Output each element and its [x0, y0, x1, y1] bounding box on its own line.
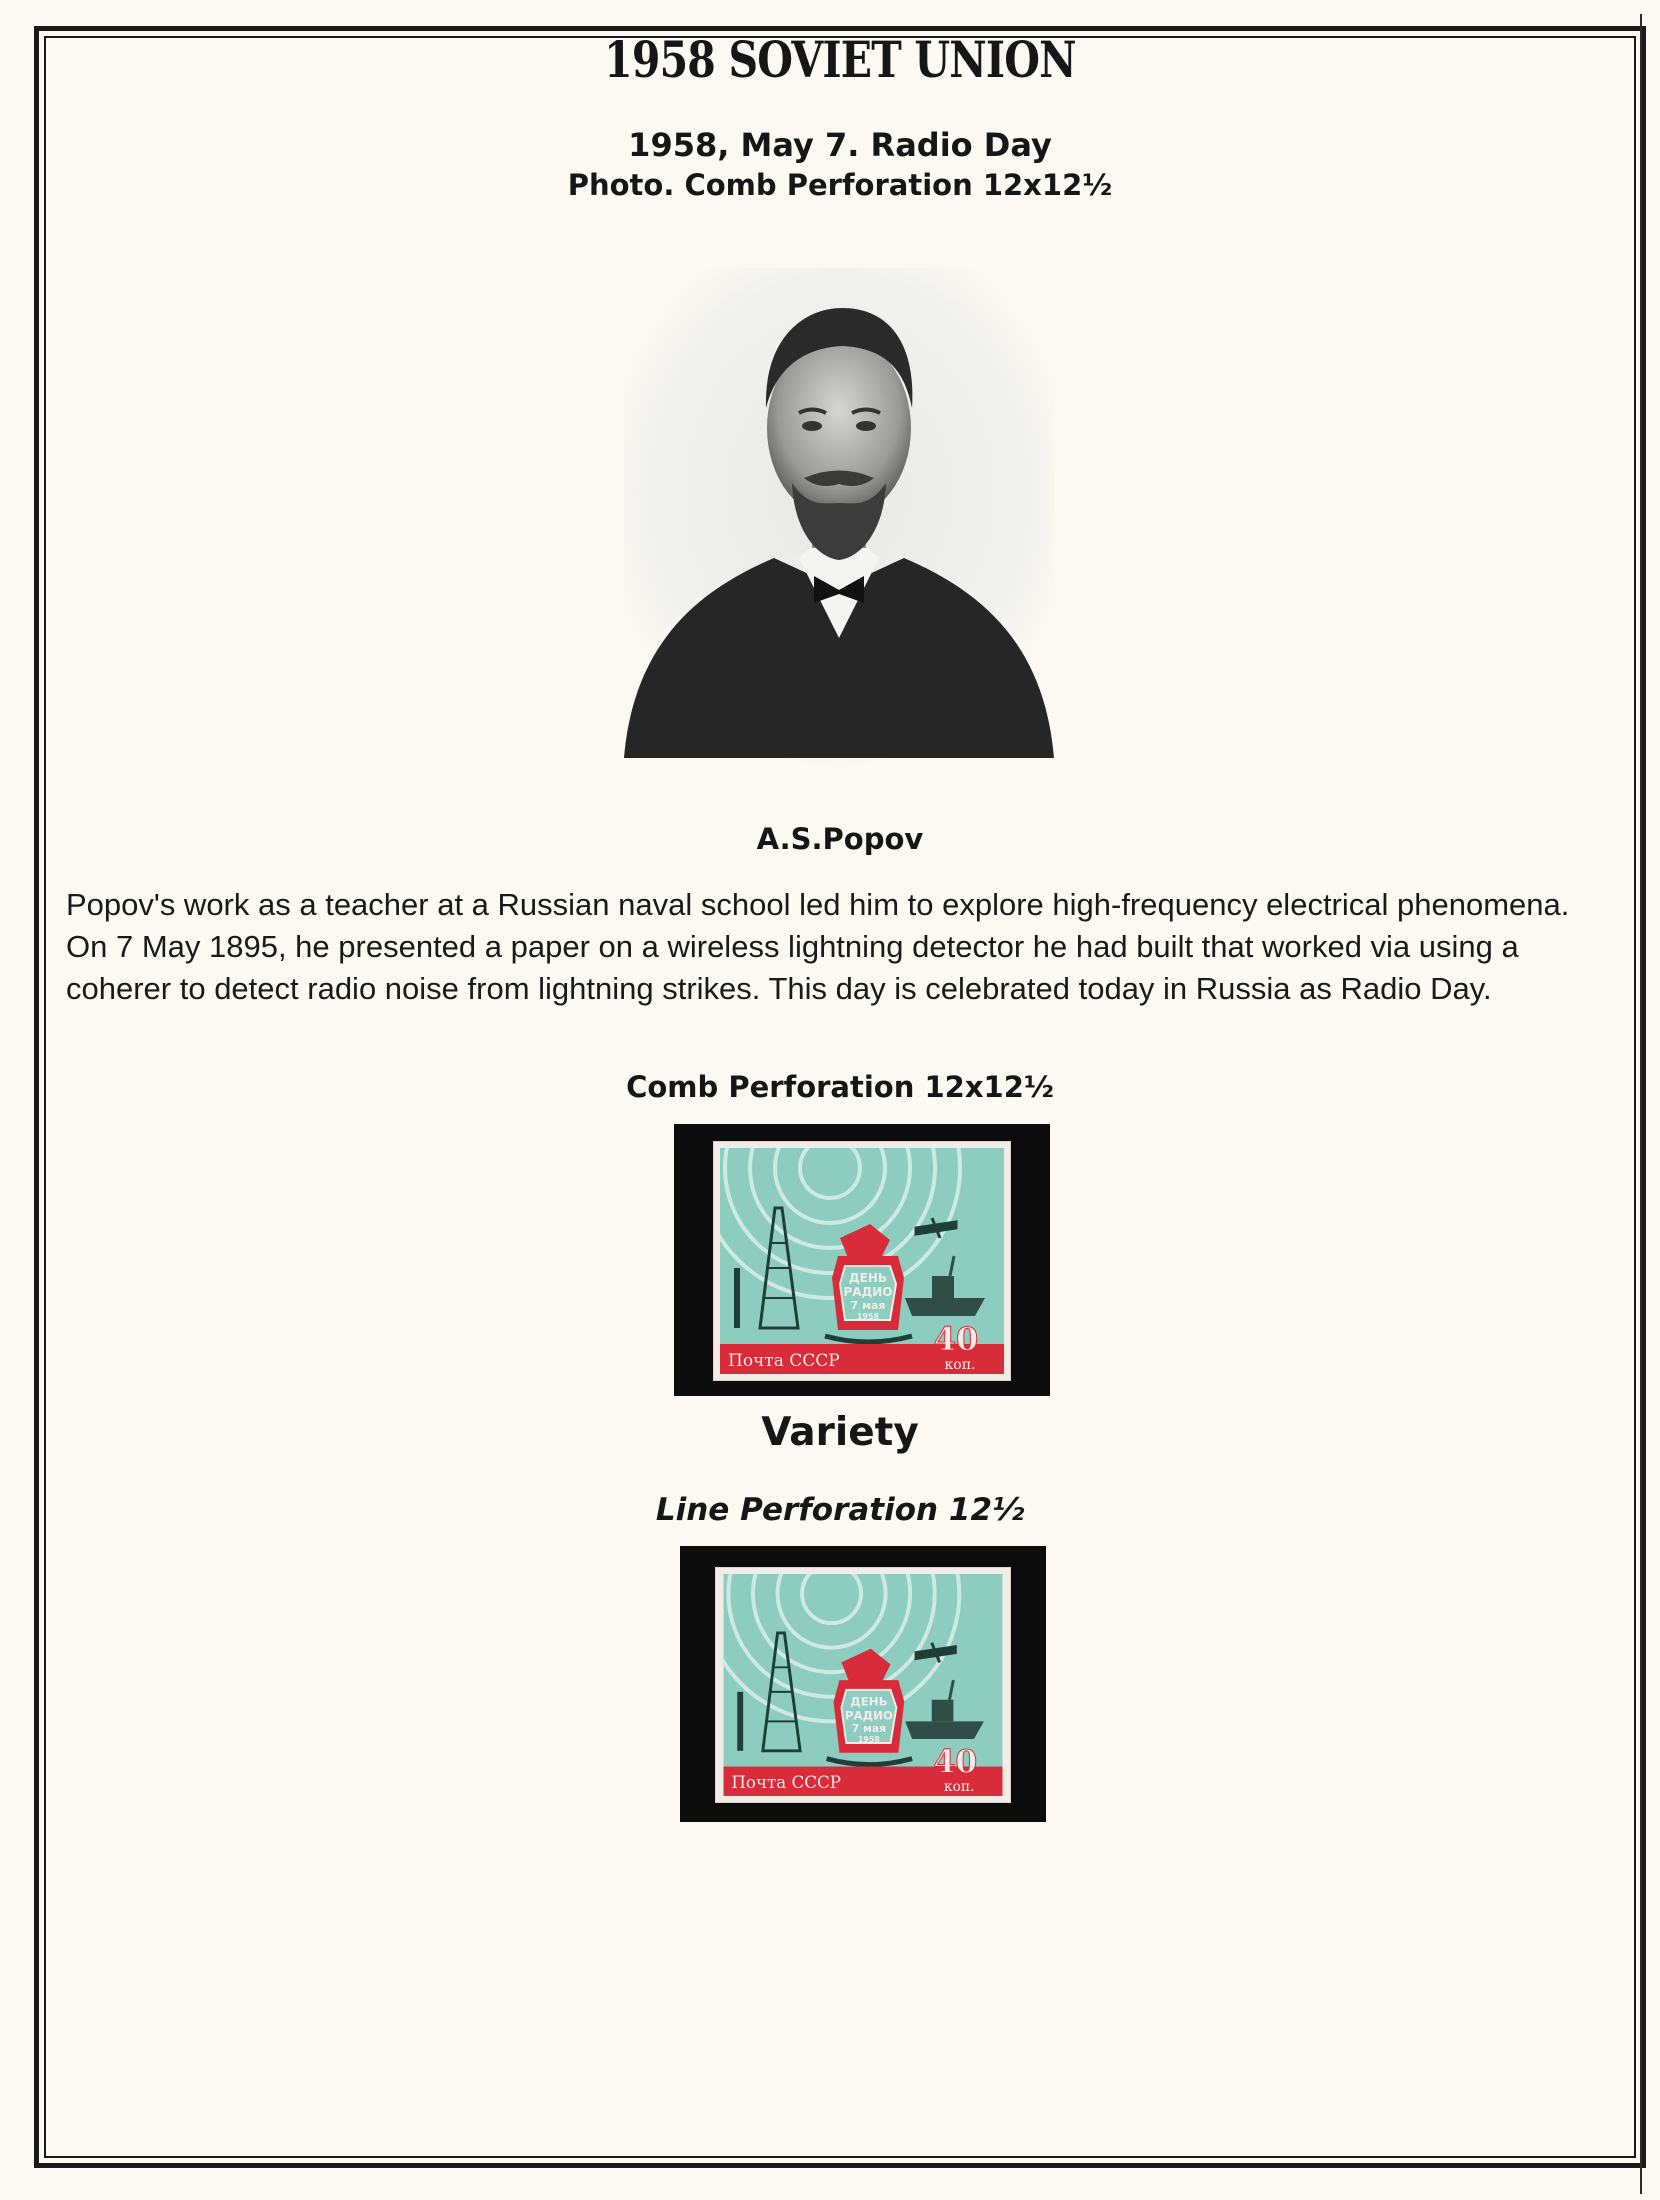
- stamp-comb-perforation: [714, 1142, 1010, 1380]
- seal-line-1: ДЕНЬ: [848, 1271, 888, 1285]
- stamp-value: 40: [933, 1743, 978, 1781]
- seal-line-4: 1958: [856, 1312, 880, 1321]
- stamp-inscription: Почта СССР: [731, 1773, 842, 1793]
- radio-day-stamp-icon: [720, 1148, 1004, 1374]
- page-title: 1958 SOVIET UNION: [604, 30, 1076, 89]
- variety-heading: Variety: [761, 1410, 919, 1455]
- seal-line-3: 7 мая: [851, 1722, 887, 1736]
- portrait-photo-icon: [614, 258, 1064, 778]
- portrait-caption: A.S.Popov: [756, 822, 924, 856]
- description-paragraph: Popov's work as a teacher at a Russian naval school led him to explore high-frequency electrical phenomena. On 7 May 1895, he presented a paper on a wireless lightning detector he had built that worked via using a coherer to detect radio noise from lightning strikes. This day is celebrated today in Russia as Radio Day.: [66, 887, 1570, 1006]
- seal-line-2: РАДИО: [844, 1708, 893, 1723]
- stamp-mount-comb: [674, 1124, 1050, 1396]
- issue-line: 1958, May 7. Radio Day: [628, 126, 1052, 164]
- seal-line-2: РАДИО: [843, 1285, 893, 1299]
- scan-edge: [1640, 14, 1642, 2194]
- seal-line-1: ДЕНЬ: [850, 1694, 888, 1709]
- stamp-inscription: Почта СССР: [728, 1351, 840, 1371]
- process-line: Photo. Comb Perforation 12x12½: [567, 168, 1113, 202]
- radio-day-stamp-icon: [722, 1574, 1004, 1796]
- stamp-line-perforation: [716, 1568, 1010, 1802]
- comb-perforation-label: Comb Perforation 12x12½: [626, 1070, 1054, 1104]
- line-perforation-label: Line Perforation 12½: [655, 1492, 1025, 1528]
- stamp-currency: коп.: [944, 1357, 976, 1373]
- stamp-mount-line: [680, 1546, 1046, 1822]
- seal-line-3: 7 мая: [850, 1299, 886, 1312]
- stamp-currency: коп.: [944, 1779, 975, 1796]
- seal-line-4: 1958: [857, 1734, 880, 1744]
- stamp-value: 40: [933, 1320, 979, 1358]
